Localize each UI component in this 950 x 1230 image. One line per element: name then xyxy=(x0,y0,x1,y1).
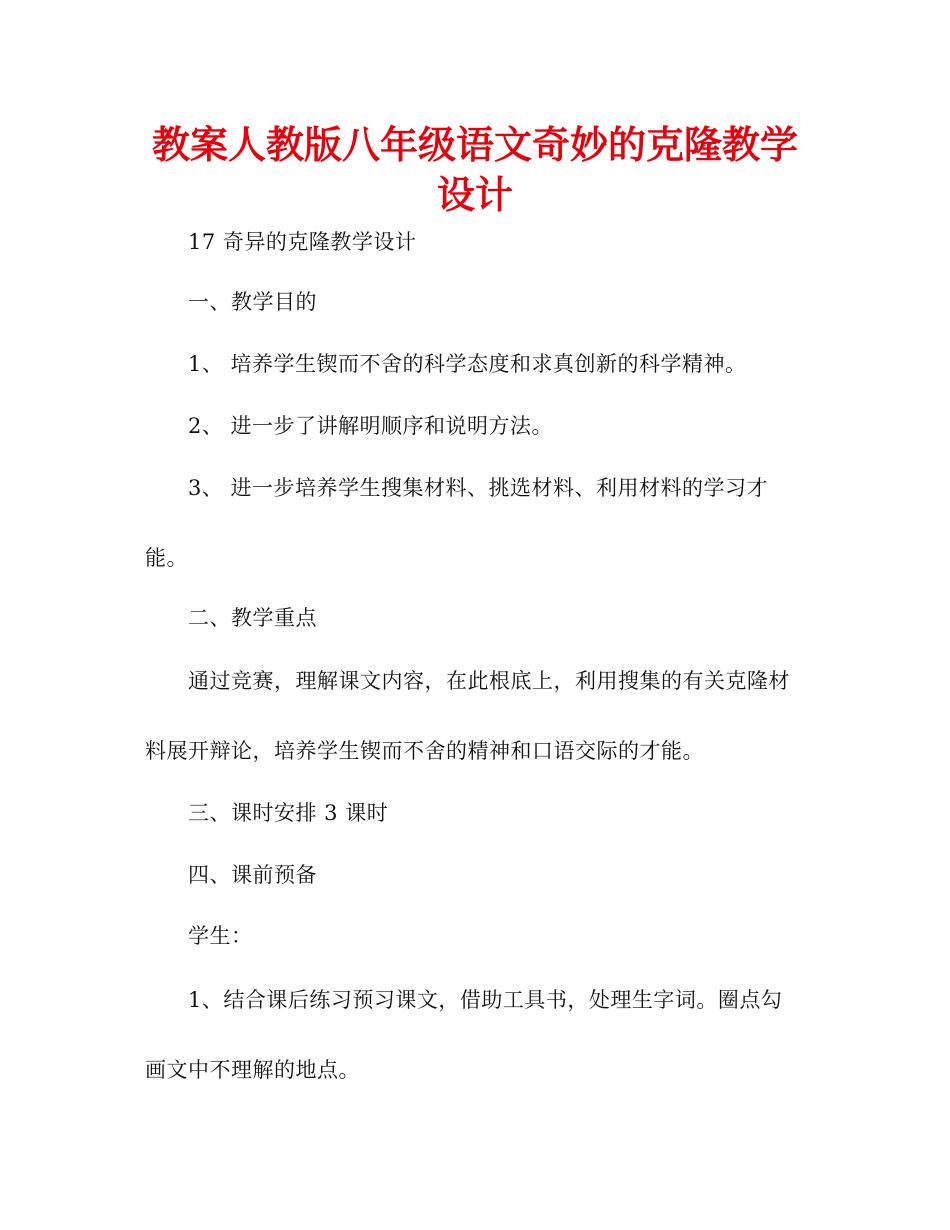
heading-teaching-focus: 二、教学重点 xyxy=(188,606,317,630)
heading-class-schedule: 三、课时安排 3 课时 xyxy=(188,801,389,825)
document-title: 教案人教版八年级语文奇妙的克隆教学设计 xyxy=(151,123,798,217)
paragraph-objective-1: 1、 培养学生锲而不舍的科学态度和求真创新的科学精神。 xyxy=(188,352,747,376)
paragraph-lesson-title: 17 奇异的克隆教学设计 xyxy=(188,230,417,254)
paragraph-student-task-1-continued: 画文中不理解的地点。 xyxy=(145,1058,360,1082)
paragraph-objective-3: 3、 进一步培养学生搜集材料、挑选材料、利用材料的学习才 xyxy=(188,476,769,500)
heading-teaching-objectives: 一、教学目的 xyxy=(188,290,317,314)
paragraph-student-task-1: 1、结合课后练习预习课文，借助工具书，处理生字词。圈点勾 xyxy=(188,988,783,1012)
heading-preparation: 四、课前预备 xyxy=(188,863,317,887)
paragraph-teaching-focus-continued: 料展开辩论，培养学生锲而不舍的精神和口语交际的才能。 xyxy=(145,739,704,763)
paragraph-teaching-focus: 通过竞赛，理解课文内容，在此根底上，利用搜集的有关克隆材 xyxy=(188,669,790,693)
paragraph-objective-2: 2、 进一步了讲解明顺序和说明方法。 xyxy=(188,414,554,438)
paragraph-students-label: 学生： xyxy=(188,924,253,948)
paragraph-objective-3-continued: 能。 xyxy=(145,546,188,570)
